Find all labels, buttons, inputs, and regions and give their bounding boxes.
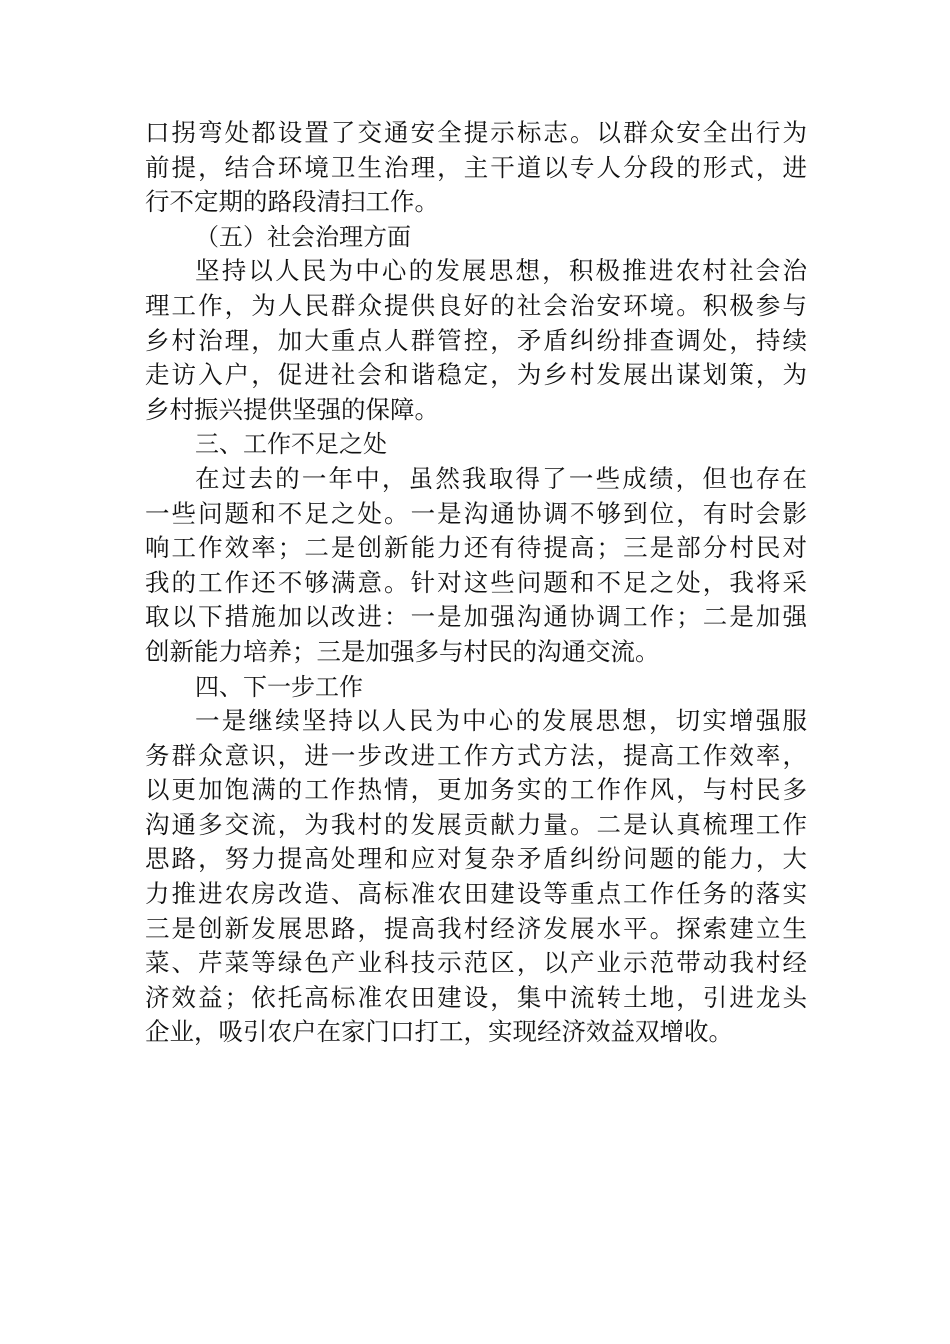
text-line: 前提，结合环境卫生治理，主干道以专人分段的形式，进: [145, 152, 807, 182]
text-line: 一是继续坚持以人民为中心的发展思想，切实增强服: [195, 706, 807, 736]
section-heading-shortcomings: 三、工作不足之处: [195, 430, 387, 459]
section-heading-next-steps: 四、下一步工作: [195, 672, 363, 701]
text-line: 三是创新发展思路，提高我村经济发展水平。探索建立生: [145, 913, 807, 943]
text-line: 菜、芹菜等绿色产业科技示范区，以产业示范带动我村经: [145, 948, 807, 978]
text-line: 走访入户，促进社会和谐稳定，为乡村发展出谋划策，为: [145, 360, 807, 390]
text-line: 理工作，为人民群众提供良好的社会治安环境。积极参与: [145, 290, 807, 320]
text-line: 企业，吸引农户在家门口打工，实现经济效益双增收。: [145, 1017, 733, 1047]
text-line: 行不定期的路段清扫工作。: [145, 187, 439, 217]
text-line: 创新能力培养；三是加强多与村民的沟通交流。: [145, 636, 660, 666]
text-line: 济效益；依托高标准农田建设，集中流转土地，引进龙头: [145, 982, 807, 1012]
text-line: 坚持以人民为中心的发展思想，积极推进农村社会治: [195, 256, 807, 286]
text-line: 一些问题和不足之处。一是沟通协调不够到位，有时会影: [145, 498, 807, 528]
text-line: 乡村治理，加大重点人群管控，矛盾纠纷排查调处，持续: [145, 325, 807, 355]
text-line: 思路，努力提高处理和应对复杂矛盾纠纷问题的能力，大: [145, 844, 807, 874]
document-page: [145, 116, 807, 1050]
text-line: 取以下措施加以改进：一是加强沟通协调工作；二是加强: [145, 602, 807, 632]
text-line: 力推进农房改造、高标准农田建设等重点工作任务的落实: [145, 879, 807, 909]
text-line: 以更加饱满的工作热情，更加务实的工作作风，与村民多: [145, 775, 807, 805]
text-line: 口拐弯处都设置了交通安全提示标志。以群众安全出行为: [145, 118, 807, 147]
section-heading-social-governance: （五）社会治理方面: [195, 222, 411, 251]
paragraph-next-steps: [145, 704, 807, 1050]
text-line: 我的工作还不够满意。针对这些问题和不足之处，我将采: [145, 567, 807, 597]
text-line: 务群众意识，进一步改进工作方式方法，提高工作效率，: [145, 740, 807, 770]
text-line: 沟通多交流，为我村的发展贡献力量。二是认真梳理工作: [145, 809, 807, 839]
paragraph-continuation: [145, 116, 807, 220]
paragraph-shortcomings: [145, 462, 807, 670]
paragraph-social-governance: [145, 254, 807, 427]
text-line: 乡村振兴提供坚强的保障。: [145, 394, 439, 424]
text-line: 在过去的一年中，虽然我取得了一些成绩，但也存在: [195, 463, 807, 493]
text-line: 响工作效率；二是创新能力还有待提高；三是部分村民对: [145, 533, 807, 563]
